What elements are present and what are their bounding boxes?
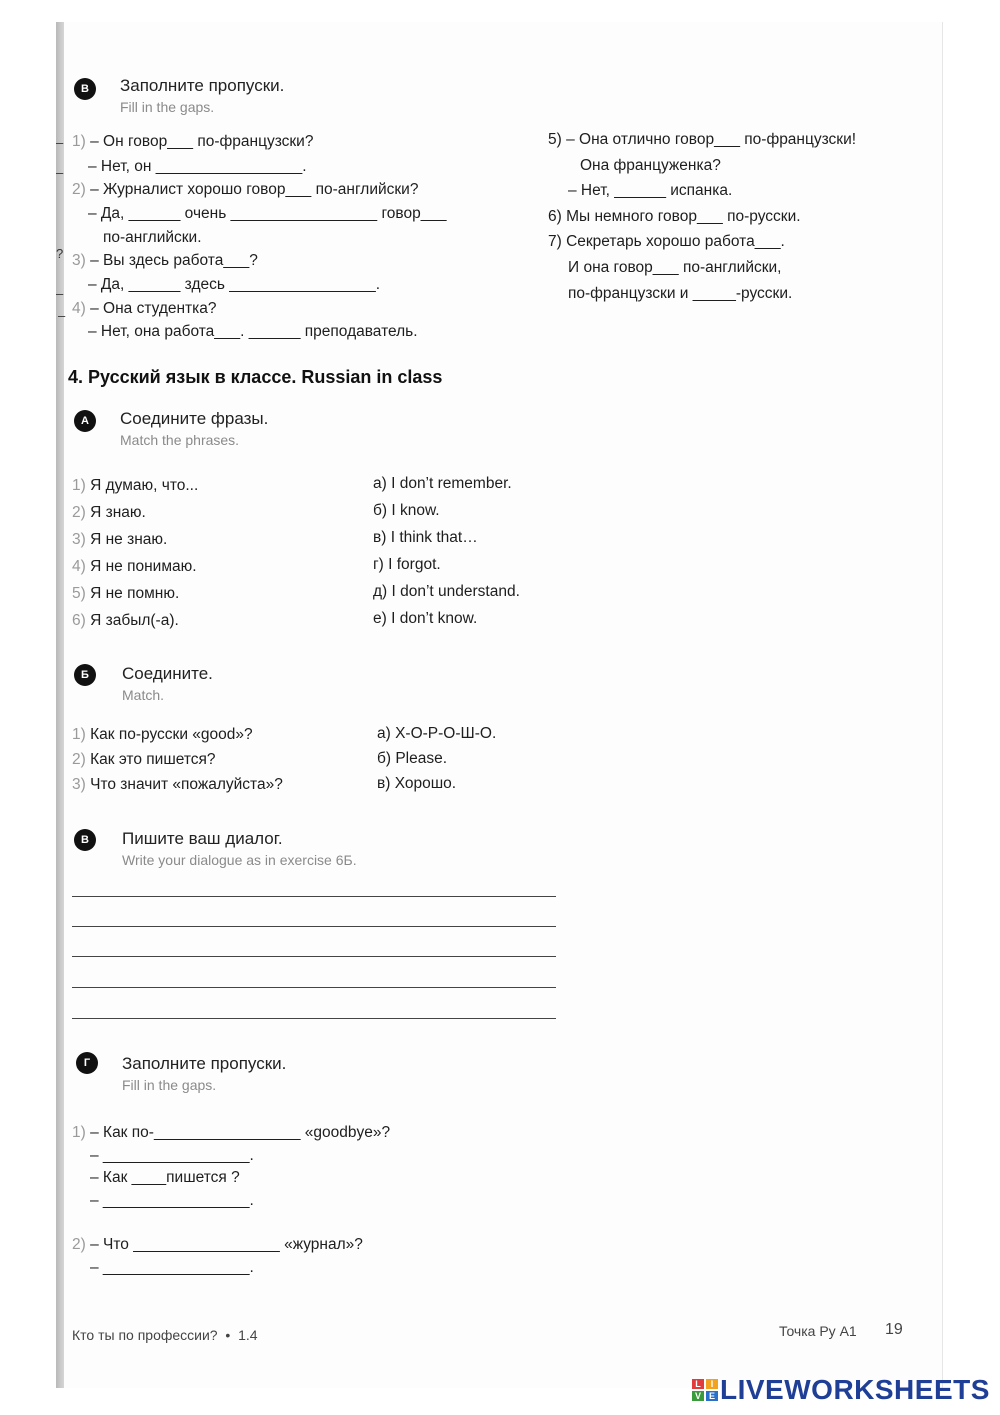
match-left-item: 3) Что значит «пожалуйста»?: [72, 776, 283, 793]
exercise-badge: В: [74, 78, 96, 100]
match-left-item: 4) Я не понимаю.: [72, 558, 197, 575]
page-number: 19: [885, 1321, 903, 1338]
match-right-item: б) I know.: [373, 502, 440, 519]
fill-line: 1) – Как по-_________________ «goodbye»?: [72, 1124, 391, 1141]
fill-line: 3) – Вы здесь работа___?: [72, 252, 258, 269]
footer-book-title: Точка Ру А1: [779, 1323, 857, 1339]
exercise-title: Заполните пропуски.: [122, 1054, 287, 1073]
exercise-title: Пишите ваш диалог.: [122, 829, 283, 848]
fill-line: – _________________.: [90, 1259, 254, 1276]
fill-line: 4) – Она студентка?: [72, 300, 217, 317]
exercise-subtitle: Fill in the gaps.: [122, 1077, 217, 1093]
exercise-badge: В: [74, 829, 96, 851]
match-left-item: 3) Я не знаю.: [72, 531, 168, 548]
fill-line-right: по-французски и _____-русски.: [568, 285, 793, 302]
fill-line-right: 7) Секретарь хорошо работа___.: [548, 233, 785, 250]
answer-line[interactable]: [72, 956, 556, 957]
match-right-item: д) I don’t understand.: [373, 583, 520, 600]
margin-mark: –: [56, 286, 64, 301]
fill-line-right: Она француженка?: [580, 157, 721, 174]
fill-line: 2) – Что _________________ «журнал»?: [72, 1236, 363, 1253]
fill-line: – _________________.: [90, 1147, 254, 1164]
match-right-item: г) I forgot.: [373, 556, 441, 573]
answer-line[interactable]: [72, 1018, 556, 1019]
exercise-badge: Б: [74, 664, 96, 686]
fill-line-right: – Нет, ______ испанка.: [568, 182, 733, 199]
fill-line: – Как ____пишется ?: [90, 1169, 240, 1186]
answer-line[interactable]: [72, 987, 556, 988]
exercise-subtitle: Write your dialogue as in exercise 6Б.: [122, 852, 357, 868]
fill-line: – Нет, она работа___. ______ преподаватель.: [88, 323, 418, 340]
exercise-subtitle: Match.: [122, 687, 165, 703]
margin-mark: ?: [56, 246, 64, 261]
footer-chapter-title: Кто ты по профессии?: [72, 1327, 218, 1343]
match-right-item: в) I think that…: [373, 529, 478, 546]
margin-mark: –: [56, 135, 64, 150]
fill-line-right: 6) Мы немного говор___ по-русски.: [548, 208, 801, 225]
fill-line: – Нет, он _________________.: [88, 158, 307, 175]
exercise-title: Соедините фразы.: [120, 409, 269, 428]
exercise-subtitle: Fill in the gaps.: [120, 99, 215, 115]
match-right-item: а) Х-О-Р-О-Ш-О.: [377, 725, 497, 742]
fill-line: 2) – Журналист хорошо говор___ по-английски?: [72, 181, 419, 198]
answer-line[interactable]: [72, 896, 556, 897]
exercise-subtitle: Match the phrases.: [120, 432, 240, 448]
fill-line: по-английски.: [103, 229, 202, 246]
exercise-title: Заполните пропуски.: [120, 76, 285, 95]
match-left-item: 5) Я не помню.: [72, 585, 180, 602]
liveworksheets-logo-icon: L I V E: [692, 1379, 718, 1401]
answer-line[interactable]: [72, 926, 556, 927]
match-right-item: в) Хорошо.: [377, 775, 457, 792]
margin-mark: –: [56, 165, 64, 180]
match-left-item: 1) Как по-русски «good»?: [72, 726, 253, 743]
footer-left: [72, 1327, 258, 1343]
margin-mark: –: [58, 308, 66, 323]
fill-line-right: И она говор___ по-английски,: [568, 259, 782, 276]
exercise-title: Соедините.: [122, 664, 213, 683]
match-left-item: 2) Я знаю.: [72, 504, 146, 521]
fill-line: – _________________.: [90, 1192, 254, 1209]
match-right-item: е) I don’t know.: [373, 610, 478, 627]
exercise-badge: Г: [76, 1052, 98, 1074]
footer-chapter-number: 1.4: [238, 1327, 258, 1343]
fill-line: 1) – Он говор___ по-французски?: [72, 133, 314, 150]
brand-name[interactable]: LIVEWORKSHEETS: [720, 1374, 990, 1405]
section-heading: 4. Русский язык в классе. Russian in class: [68, 367, 443, 387]
exercise-badge: А: [74, 410, 96, 432]
fill-line: – Да, ______ очень _________________ говор___: [88, 205, 447, 222]
match-right-item: а) I don’t remember.: [373, 475, 512, 492]
match-left-item: 1) Я думаю, что...: [72, 477, 199, 494]
fill-line-right: 5) – Она отлично говор___ по-французски!: [548, 131, 857, 148]
match-right-item: б) Please.: [377, 750, 448, 767]
match-left-item: 6) Я забыл(-а).: [72, 612, 179, 629]
footer-bullet: •: [225, 1327, 231, 1343]
match-left-item: 2) Как это пишется?: [72, 751, 216, 768]
fill-line: – Да, ______ здесь _________________.: [88, 276, 381, 293]
